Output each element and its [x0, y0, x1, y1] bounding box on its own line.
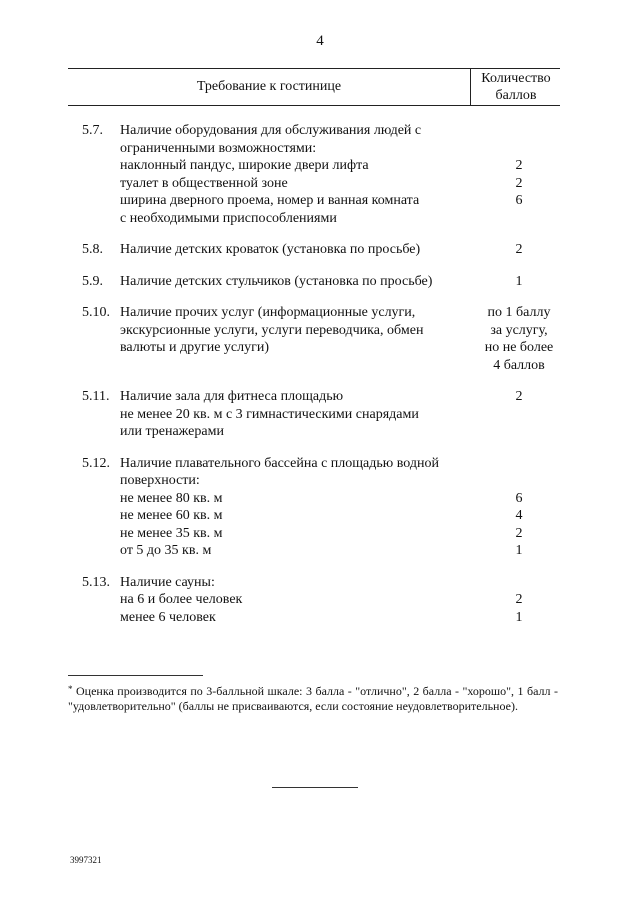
- item-number: [0, 472, 120, 490]
- requirement-row: [0, 591, 640, 609]
- requirement-text: не менее 35 кв. м: [120, 525, 223, 541]
- requirement-column-header: Требование к гостинице: [196, 79, 342, 95]
- points-value: [474, 406, 564, 424]
- requirement-row: [0, 490, 640, 508]
- requirement-text: ограниченными возможностями:: [120, 140, 317, 156]
- requirement-text: ширина дверного проема, номер и ванная комната: [120, 193, 420, 208]
- points-value: 1: [515, 543, 523, 558]
- requirement-text: на 6 и более человек: [120, 592, 243, 607]
- requirement-text: поверхности:: [120, 473, 200, 488]
- end-divider: [272, 787, 358, 788]
- requirement-row: [0, 140, 640, 158]
- requirement-row: [0, 322, 640, 340]
- points-value: за услугу,: [490, 322, 548, 338]
- item-number: [0, 490, 120, 508]
- footnote-divider: [68, 675, 203, 676]
- points-value: 2: [515, 158, 523, 173]
- requirement-row: [0, 241, 640, 259]
- item-number: 5.7.: [82, 123, 103, 138]
- requirements-list: [0, 122, 640, 640]
- requirement-text: с необходимыми приспособлениями: [120, 210, 337, 226]
- requirement-item: [0, 574, 640, 627]
- item-number: 5.13.: [82, 574, 110, 590]
- item-number: [0, 507, 120, 525]
- requirement-text: Наличие оборудования для обслуживания людей с: [120, 123, 422, 138]
- item-number: [0, 339, 120, 357]
- points-value: 1: [515, 609, 523, 625]
- item-number: [0, 210, 120, 228]
- points-value: 6: [515, 490, 523, 506]
- item-number: [0, 591, 120, 609]
- requirement-text: Наличие детских кроваток (установка по просьбе): [120, 242, 421, 257]
- requirement-item: [0, 122, 640, 227]
- item-number: 5.8.: [82, 242, 103, 257]
- item-number: [0, 157, 120, 175]
- requirement-row: [0, 122, 640, 140]
- points-column-header: [470, 69, 561, 105]
- item-number: [0, 322, 120, 340]
- requirement-item: [0, 273, 640, 291]
- points-value: [474, 455, 564, 473]
- item-number: 5.10.: [82, 305, 110, 320]
- item-number: 5.11.: [82, 389, 110, 404]
- points-value: 2: [515, 389, 523, 404]
- item-number: [0, 175, 120, 193]
- requirement-text: Наличие детских стульчиков (установка по просьбе): [120, 273, 433, 289]
- points-value: 2: [515, 525, 523, 541]
- requirement-text: или тренажерами: [120, 424, 224, 439]
- item-number: [0, 192, 120, 210]
- requirement-row: [0, 455, 640, 473]
- points-value: 2: [515, 175, 523, 191]
- requirement-item: [0, 304, 640, 374]
- points-value: [474, 210, 564, 228]
- requirement-item: [0, 455, 640, 560]
- item-number: 5.12.: [82, 455, 110, 471]
- requirement-text: туалет в общественной зоне: [120, 175, 288, 191]
- page-number: 4: [316, 33, 324, 49]
- item-number: [0, 357, 120, 375]
- requirement-text: наклонный пандус, широкие двери лифта: [120, 158, 369, 173]
- points-value: 2: [515, 242, 523, 257]
- requirement-row: [0, 175, 640, 193]
- requirement-row: [0, 542, 640, 560]
- requirement-row: [0, 423, 640, 441]
- points-value: [474, 472, 564, 490]
- requirement-text: от 5 до 35 кв. м: [120, 543, 212, 558]
- requirement-row: [0, 472, 640, 490]
- requirement-text: не менее 80 кв. м: [120, 490, 223, 506]
- requirement-row: [0, 406, 640, 424]
- requirement-row: [0, 157, 640, 175]
- points-value: но не более: [484, 340, 554, 355]
- requirement-item: [0, 388, 640, 441]
- points-value: [474, 574, 564, 592]
- points-value: [474, 423, 564, 441]
- requirement-row: [0, 304, 640, 322]
- points-value: по 1 баллу: [487, 305, 551, 320]
- requirement-row: [0, 339, 640, 357]
- requirement-text: менее 6 человек: [120, 609, 216, 625]
- points-header-line1: Количество: [481, 71, 551, 86]
- footnote-marker: *: [68, 684, 73, 694]
- item-number: [0, 525, 120, 543]
- requirement-text: экскурсионные услуги, услуги переводчика, обмен: [120, 322, 424, 338]
- requirement-row: [0, 192, 640, 210]
- points-header-line2: баллов: [495, 88, 537, 103]
- requirement-row: [0, 525, 640, 543]
- requirement-row: [0, 507, 640, 525]
- points-value: [474, 122, 564, 140]
- requirement-text: Наличие плавательного бассейна с площадью водной: [120, 455, 439, 471]
- requirement-text: не менее 60 кв. м: [120, 508, 223, 523]
- requirement-text: не менее 20 кв. м с 3 гимнастическими снарядами: [120, 406, 419, 422]
- points-value: 6: [515, 193, 523, 208]
- footnote-text: Оценка производится по 3-балльной шкале: 3 балла - "отлично", 2 балла - "хорошо", 1 балл - "удовлетворительно" (баллы не присваиваются, если состояние неудовлетворительное).: [68, 684, 559, 713]
- item-number: [0, 406, 120, 424]
- points-value: 2: [515, 592, 523, 607]
- table-header: [68, 68, 560, 106]
- requirement-text: Наличие прочих услуг (информационные услуги,: [120, 305, 416, 320]
- requirement-row: [0, 210, 640, 228]
- document-code: 3997321: [70, 855, 102, 865]
- item-number: 5.9.: [82, 273, 103, 289]
- points-value: [474, 140, 564, 158]
- requirement-text: Наличие зала для фитнеса площадью: [120, 389, 344, 404]
- points-value: 1: [515, 273, 523, 289]
- points-value: 4: [515, 508, 523, 523]
- requirement-row: [0, 574, 640, 592]
- requirement-text: [120, 357, 472, 375]
- points-value: 4 баллов: [493, 357, 545, 373]
- requirement-row: [0, 388, 640, 406]
- requirement-row: [0, 357, 640, 375]
- requirement-row: [0, 609, 640, 627]
- requirement-text: валюты и другие услуги): [120, 340, 270, 355]
- footnote: [68, 684, 558, 714]
- requirement-row: [0, 273, 640, 291]
- item-number: [0, 423, 120, 441]
- requirement-text: Наличие сауны:: [120, 574, 215, 590]
- item-number: [0, 542, 120, 560]
- item-number: [0, 609, 120, 627]
- item-number: [0, 140, 120, 158]
- requirement-item: [0, 241, 640, 259]
